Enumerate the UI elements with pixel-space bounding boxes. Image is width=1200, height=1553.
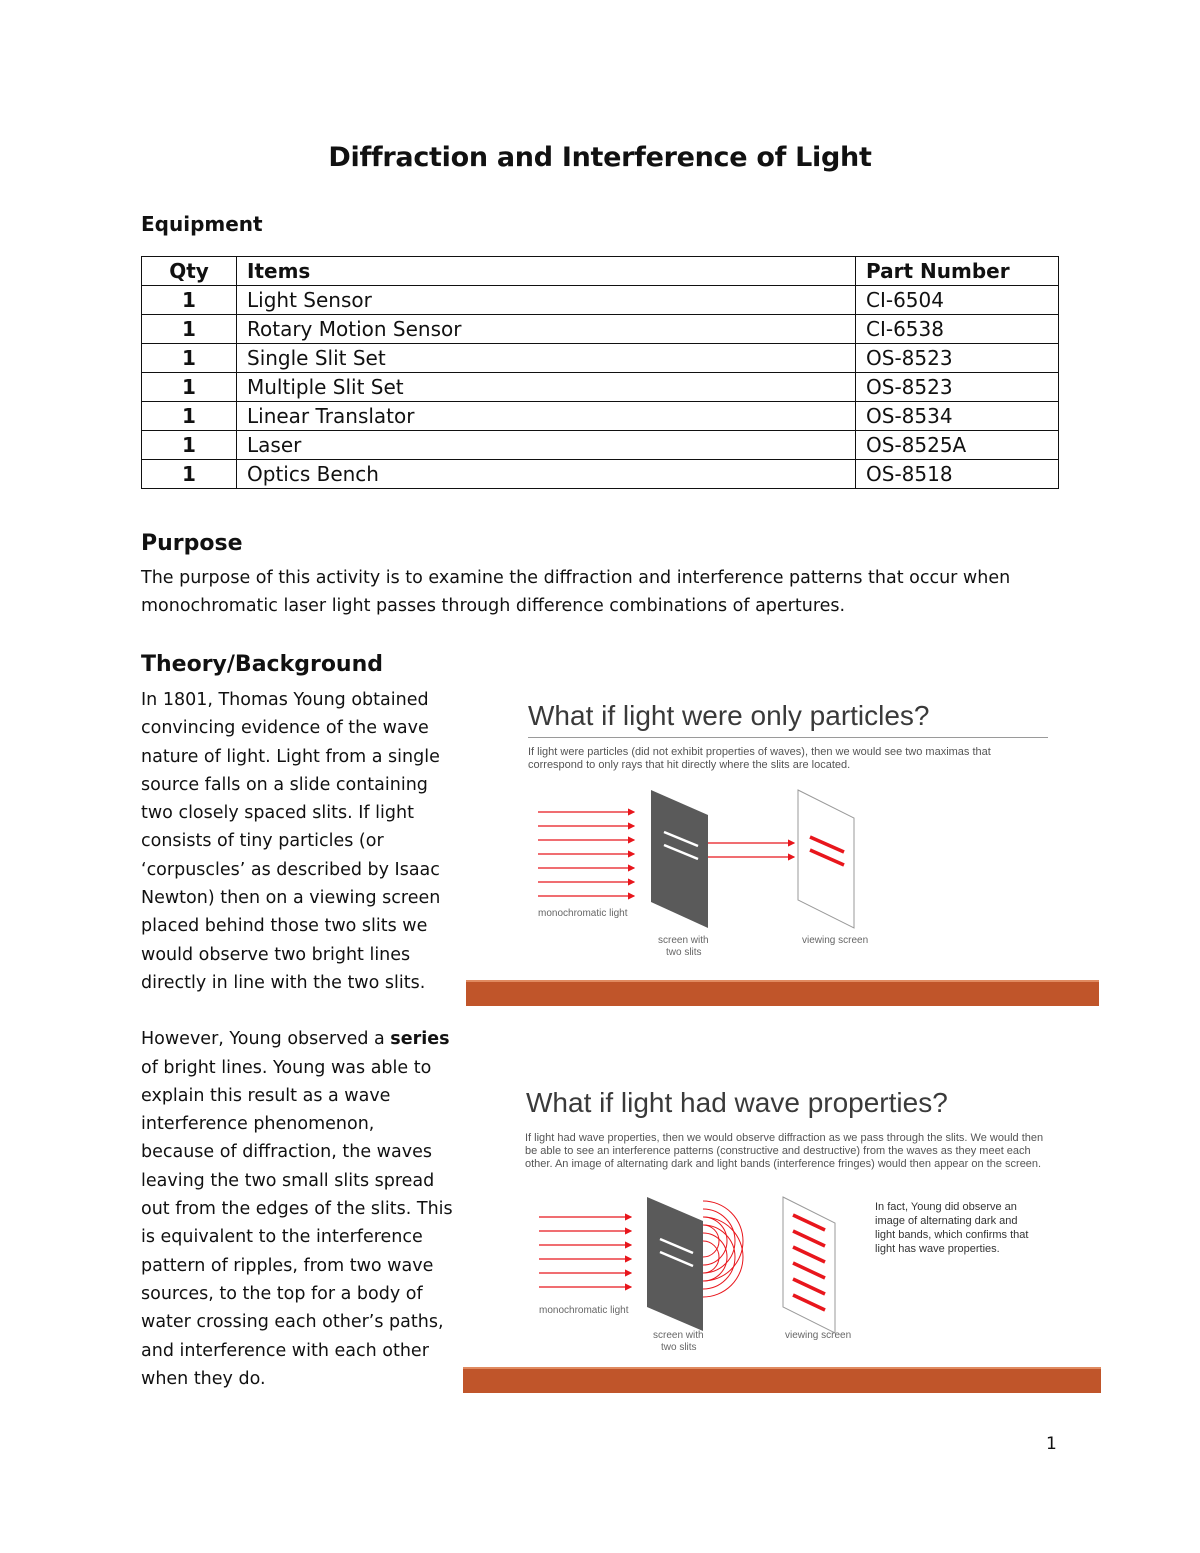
slit-screen-label-line-1: screen with [653,1330,704,1341]
light-label: monochromatic light [538,908,628,919]
viewing-screen-label: viewing screen [802,935,869,946]
qty-cell: 1 [142,286,237,315]
incoming-light-rays [539,1217,631,1287]
theory-paragraph-2 [141,1025,453,1393]
qty-cell: 1 [142,460,237,489]
purpose-heading: Purpose [141,531,243,556]
item-cell: Laser [237,431,856,460]
part-number-cell: OS-8525A [856,431,1059,460]
table-header-row [142,257,1059,286]
qty-cell: 1 [142,431,237,460]
theory-heading: Theory/Background [141,652,383,677]
equipment-heading: Equipment [141,212,263,236]
theory-paragraph-2-end: of bright lines. Young was able to explain this result as a wave interference phenomenon, because of diffraction, the waves leaving the two small slits spread out from the edges of the slits. This is equivalent to the interference pattern of ripples, from two wave sources, to the top for a body of water crossing each other’s paths, and interference with each other when they do. [141,1057,453,1389]
column-header-part-number: Part Number [856,257,1059,286]
item-cell: Single Slit Set [237,344,856,373]
part-number-cell: CI-6538 [856,315,1059,344]
viewing-screen [783,1197,835,1333]
part-number-cell: OS-8523 [856,373,1059,402]
waves-slide-figure [463,1075,1101,1393]
light-label: monochromatic light [539,1305,629,1316]
purpose-paragraph: The purpose of this activity is to examine the diffraction and interference patterns that occur when monochromatic laser light passes through difference combinations of apertures. [141,568,1011,616]
waves-slide-caption: If light had wave properties, then we would observe diffraction as we pass through the slits. We would then be able to see an interference patterns (constructive and destructive) from the waves as they meet each other. An image of alternating dark and light bands (interference fringes) would then appear on the screen. [525,1132,1044,1170]
table-row [142,460,1059,489]
emphasis-series: series [390,1029,450,1050]
part-number-cell: OS-8534 [856,402,1059,431]
qty-cell: 1 [142,402,237,431]
item-cell: Multiple Slit Set [237,373,856,402]
equipment-table [141,256,1059,489]
part-number-cell: OS-8523 [856,344,1059,373]
theory-paragraph-1: In 1801, Thomas Young obtained convincing evidence of the wave nature of light. Light from a single source falls on a slide containing two closely spaced slits. If light consists of tiny particles (or ‘corpuscles’ as described by Isaac Newton) then on a viewing screen placed behind those two slits we would observe two bright lines directly in line with the two slits. [141,690,441,993]
slide-footer-bar [466,980,1099,1006]
page-number: 1 [1046,1434,1057,1454]
particles-diagram [466,690,1099,980]
item-cell: Light Sensor [237,286,856,315]
table-row [142,344,1059,373]
theory-body [141,686,453,1393]
table-row [142,431,1059,460]
item-cell: Linear Translator [237,402,856,431]
double-slit-screen [647,1197,703,1331]
diffraction-wavefronts [703,1201,743,1297]
slide-footer-bar [463,1367,1101,1393]
waves-diagram [463,1075,1101,1367]
waves-slide-note: In fact, Young did observe an image of alternating dark and light bands, which confirms that light has wave properties. [875,1201,1029,1255]
column-header-qty: Qty [142,257,237,286]
slit-screen-label-line-1: screen with [658,935,709,946]
slit-screen-label-line-2: two slits [666,947,702,958]
waves-slide-title: What if light had wave properties? [526,1087,948,1118]
part-number-cell: CI-6504 [856,286,1059,315]
part-number-cell: OS-8518 [856,460,1059,489]
table-row [142,315,1059,344]
particles-slide-title: What if light were only particles? [528,700,930,731]
page-title: Diffraction and Interference of Light [328,142,872,173]
slit-screen-label-line-2: two slits [661,1342,697,1353]
viewing-screen [798,790,854,928]
theory-paragraph-2-start: However, Young observed a [141,1029,391,1050]
particles-slide-caption: If light were particles (did not exhibit properties of waves), then we would see two maximas that correspond to only rays that hit directly where the slits are located. [528,746,991,771]
qty-cell: 1 [142,373,237,402]
table-row [142,286,1059,315]
item-cell: Rotary Motion Sensor [237,315,856,344]
item-cell: Optics Bench [237,460,856,489]
table-row [142,402,1059,431]
table-row [142,373,1059,402]
column-header-items: Items [237,257,856,286]
qty-cell: 1 [142,344,237,373]
viewing-screen-label: viewing screen [785,1330,852,1341]
transmitted-rays [708,843,794,857]
double-slit-screen [651,790,708,928]
incoming-light-rays [538,812,634,896]
qty-cell: 1 [142,315,237,344]
particles-slide-figure [466,690,1099,1006]
